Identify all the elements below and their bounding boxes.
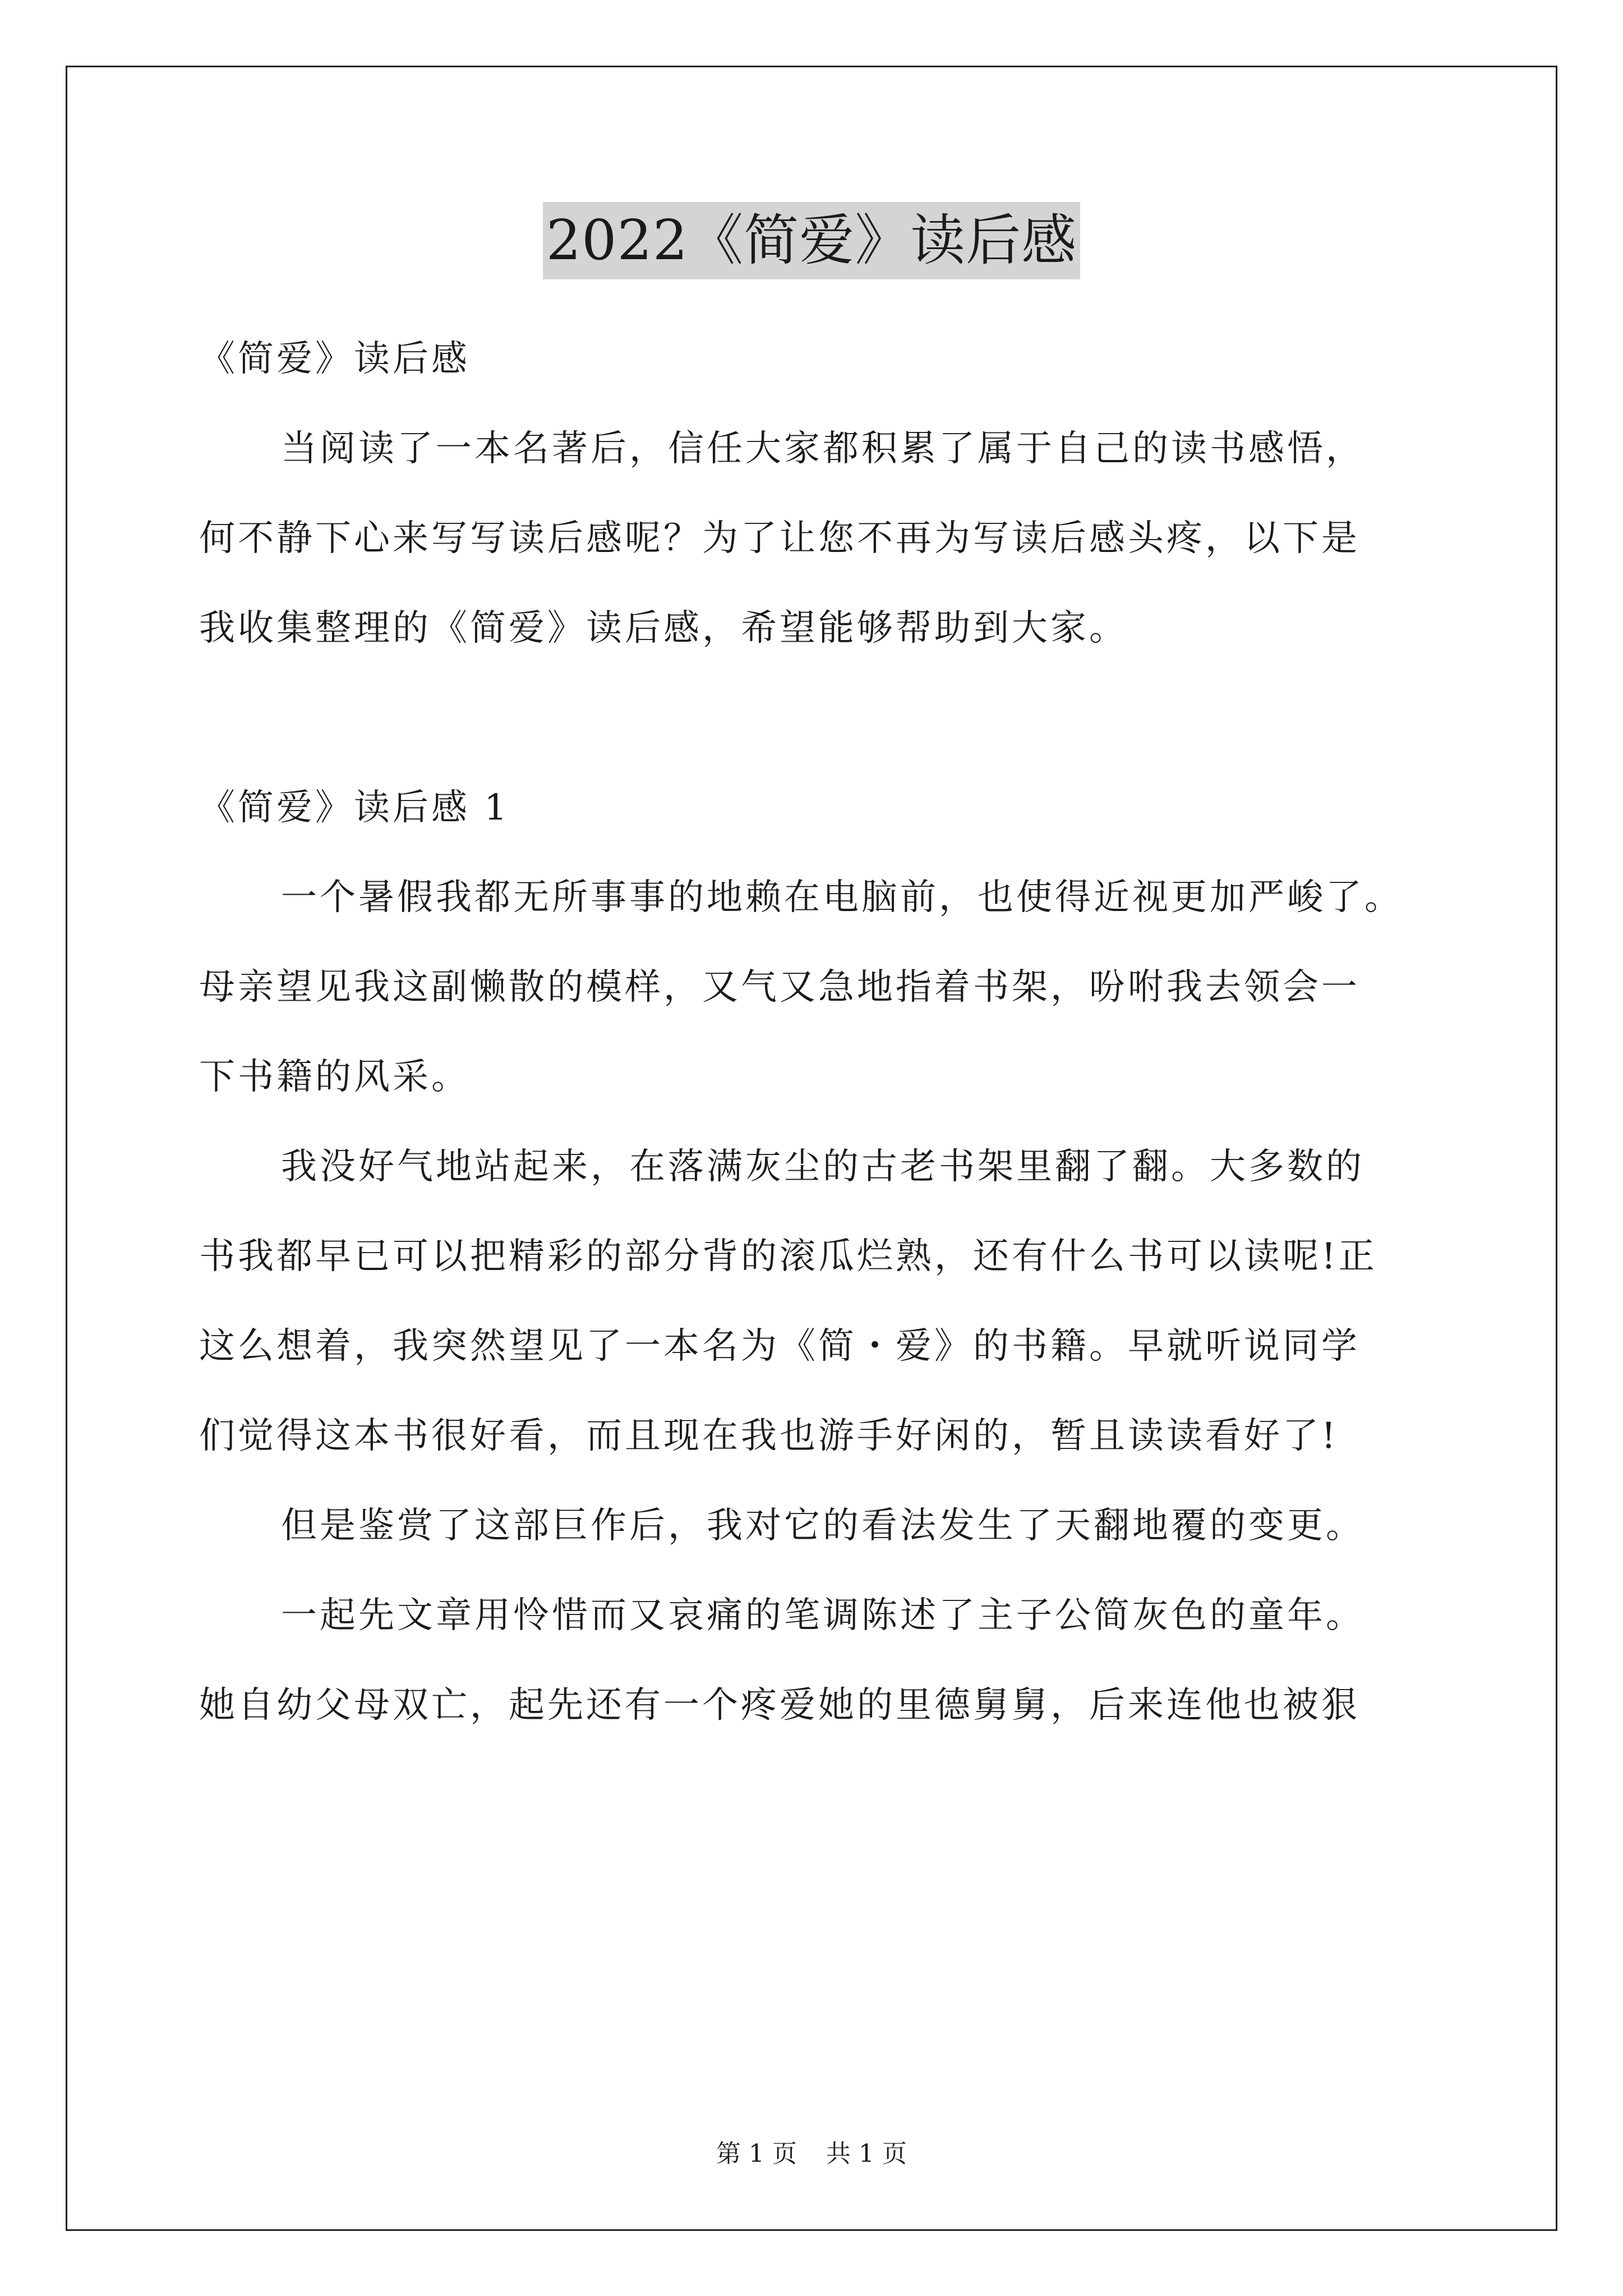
paragraph-line: 但是鉴赏了这部巨作后，我对它的看法发生了天翻地覆的变更。 [281,1505,1364,1547]
paragraph-line: 书我都早已可以把精彩的部分背的滚瓜烂熟，还有什么书可以读呢!正 [199,1236,1377,1277]
title-container [0,202,1623,279]
page-number: 第 1 页 [716,2139,797,2168]
document-body [199,314,1472,1750]
paragraph-line: 下书籍的风采。 [199,1056,470,1098]
section-heading: 《简爱》读后感 1 [199,787,510,829]
paragraph-line: 一起先文章用怜惜而又哀痛的笔调陈述了主子公简灰色的童年。 [281,1595,1364,1636]
page-footer [0,2137,1623,2171]
paragraph-line: 我没好气地站起来，在落满灰尘的古老书架里翻了翻。大多数的 [281,1146,1364,1188]
page-total: 共 1 页 [826,2139,907,2168]
intro-line: 我收集整理的《简爱》读后感，希望能够帮助到大家。 [199,608,1128,649]
intro-line: 何不静下心来写写读后感呢？为了让您不再为写读后感头疼，以下是 [199,518,1360,559]
paragraph-line: 她自幼父母双亡，起先还有一个疼爱她的里德舅舅，后来连他也被狠 [199,1685,1360,1726]
document-title: 2022《简爱》读后感 [543,202,1080,279]
subtitle: 《简爱》读后感 [199,338,470,380]
paragraph-line: 们觉得这本书很好看，而且现在我也游手好闲的，暂且读读看好了! [199,1415,1339,1457]
paragraph-line: 母亲望见我这副懒散的模样，又气又急地指着书架，吩咐我去领会一 [199,967,1360,1008]
paragraph-line: 一个暑假我都无所事事的地赖在电脑前，也使得近视更加严峻了。 [281,877,1403,918]
intro-line: 当阅读了一本名著后，信任大家都积累了属于自己的读书感悟， [281,428,1364,470]
paragraph-gap [199,673,1472,763]
paragraph-line: 这么想着，我突然望见了一本名为《简・爱》的书籍。早就听说同学 [199,1326,1360,1367]
